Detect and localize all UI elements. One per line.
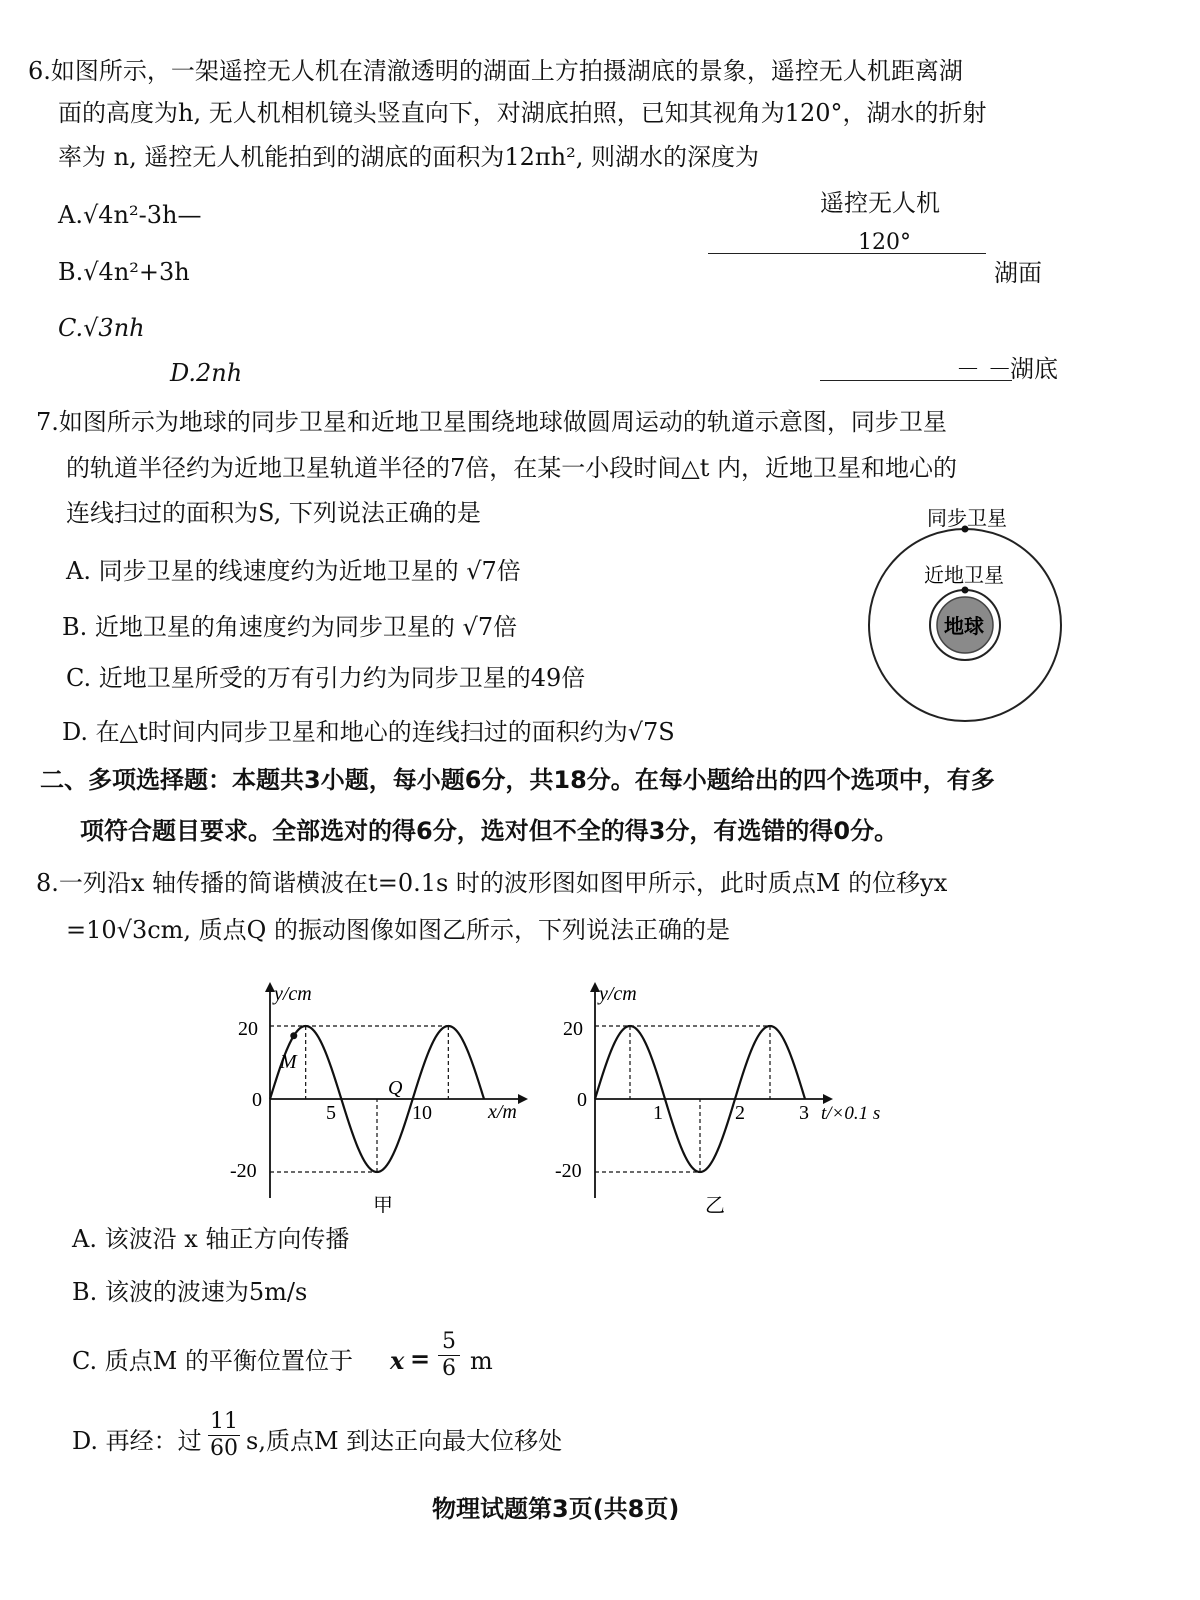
q8-option-d-text: D. 再经：过 xyxy=(72,1427,202,1455)
chart-jia-ytick-20: 20 xyxy=(238,1018,258,1040)
q7-option-b: B. 近地卫星的角速度约为同步卫星的 √7倍 xyxy=(62,613,518,641)
q8-stem-line2: =10√3cm, 质点Q 的振动图像如图乙所示，下列说法正确的是 xyxy=(66,916,730,944)
wave-chart-jia xyxy=(230,978,530,1213)
q8-option-d-suffix: s,质点M 到达正向最大位移处 xyxy=(246,1427,563,1455)
section2-line2: 项符合题目要求。全部选对的得6分，选对但不全的得3分，有选错的得0分。 xyxy=(80,817,899,845)
q8-option-c-eq: = xyxy=(410,1344,431,1373)
sync-satellite-label: 同步卫星 xyxy=(927,508,1007,530)
section2-line1: 二、多项选择题：本题共3小题，每小题6分，共18分。在每小题给出的四个选项中，有多 xyxy=(40,766,995,794)
q6-stem-line3: 率为 n, 遥控无人机能拍到的湖底的面积为12πh², 则湖水的深度为 xyxy=(58,143,759,171)
chart-jia-ytick-neg20: -20 xyxy=(230,1160,257,1182)
chart-jia-ytick-0: 0 xyxy=(252,1089,262,1111)
q8-option-c-fraction xyxy=(438,1330,460,1381)
q8-option-b: B. 该波的波速为5m/s xyxy=(72,1278,308,1306)
fraction-numerator: 11 xyxy=(210,1409,238,1434)
q7-option-a: A. 同步卫星的线速度约为近地卫星的 √7倍 xyxy=(66,557,521,585)
chart-jia-ylabel: y/cm xyxy=(274,983,312,1005)
lake-surface-label: 湖面 xyxy=(994,259,1042,287)
q7-stem-line3: 连线扫过的面积为S, 下列说法正确的是 xyxy=(66,499,481,527)
chart-yi-ylabel: y/cm xyxy=(599,983,637,1005)
chart-yi-axes xyxy=(590,982,833,1198)
chart-jia-xtick-10: 10 xyxy=(412,1102,432,1124)
near-satellite xyxy=(962,587,969,594)
near-satellite-label: 近地卫星 xyxy=(924,565,1004,587)
q8-option-c-unit: m xyxy=(470,1347,493,1375)
chart-yi-xtick-1: 1 xyxy=(653,1102,663,1124)
point-q-label: Q xyxy=(388,1077,403,1099)
q7-stem-line1: 7.如图所示为地球的同步卫星和近地卫星围绕地球做圆周运动的轨道示意图，同步卫星 xyxy=(36,408,947,436)
vibration-chart-yi xyxy=(555,978,895,1213)
chart-jia-xtick-5: 5 xyxy=(326,1102,336,1124)
earth-label: 地球 xyxy=(944,616,984,638)
point-m-marker xyxy=(290,1032,297,1039)
q7-option-c: C. 近地卫星所受的万有引力约为同步卫星的49倍 xyxy=(66,664,586,692)
orbit-diagram xyxy=(862,500,1072,740)
q8-option-c-text: C. 质点M 的平衡位置位于 xyxy=(72,1347,353,1375)
fraction-denominator: 6 xyxy=(442,1356,456,1381)
q6-option-a: A.√4n²-3h— xyxy=(58,201,202,229)
chart-yi-xlabel: t/×0.1 s xyxy=(821,1103,881,1124)
q6-stem-line2: 面的高度为h, 无人机相机镜头竖直向下，对湖底拍照，已知其视角为120°，湖水的折射 xyxy=(58,99,987,127)
fraction-denominator: 60 xyxy=(210,1436,238,1461)
chart-yi-caption: 乙 xyxy=(705,1195,725,1213)
fraction-numerator: 5 xyxy=(442,1329,456,1354)
chart-jia-caption: 甲 xyxy=(373,1195,393,1213)
drone-label: 遥控无人机 xyxy=(820,189,940,217)
chart-yi-ytick-0: 0 xyxy=(577,1089,587,1111)
lake-surface-line xyxy=(708,253,986,254)
q6-stem-line1: 6.如图所示，一架遥控无人机在清澈透明的湖面上方拍摄湖底的景象，遥控无人机距离湖 xyxy=(28,57,963,85)
chart-yi-ytick-neg20: -20 xyxy=(555,1160,582,1182)
q7-stem-line2: 的轨道半径约为近地卫星轨道半径的7倍，在某一小段时间△t 内，近地卫星和地心的 xyxy=(66,454,957,482)
lake-bottom-label: 湖底 xyxy=(1010,355,1058,383)
page-footer: 物理试题第3页(共8页) xyxy=(432,1495,680,1523)
q6-option-d: D.2nh xyxy=(170,359,243,387)
point-m-label: M xyxy=(280,1051,297,1073)
chart-yi-ytick-20: 20 xyxy=(563,1018,583,1040)
chart-yi-xtick-3: 3 xyxy=(799,1102,809,1124)
lake-bottom-dash: － － xyxy=(956,355,1012,383)
q8-option-c-var: x xyxy=(390,1346,405,1375)
q8-option-a: A. 该波沿 x 轴正方向传播 xyxy=(72,1225,350,1253)
chart-jia-xlabel: x/m xyxy=(488,1101,517,1123)
chart-yi-xtick-2: 2 xyxy=(735,1102,745,1124)
q8-stem-line1: 8.一列沿x 轴传播的简谐横波在t=0.1s 时的波形图如图甲所示，此时质点M 的位移yx xyxy=(36,869,948,897)
q6-option-b: B.√4n²+3h xyxy=(58,258,190,286)
view-angle-label: 120° xyxy=(858,230,911,255)
q6-option-c: C.√3nh xyxy=(58,314,145,342)
q7-option-d: D. 在△t时间内同步卫星和地心的连线扫过的面积约为√7S xyxy=(62,718,675,746)
q8-option-d-fraction xyxy=(208,1410,240,1461)
